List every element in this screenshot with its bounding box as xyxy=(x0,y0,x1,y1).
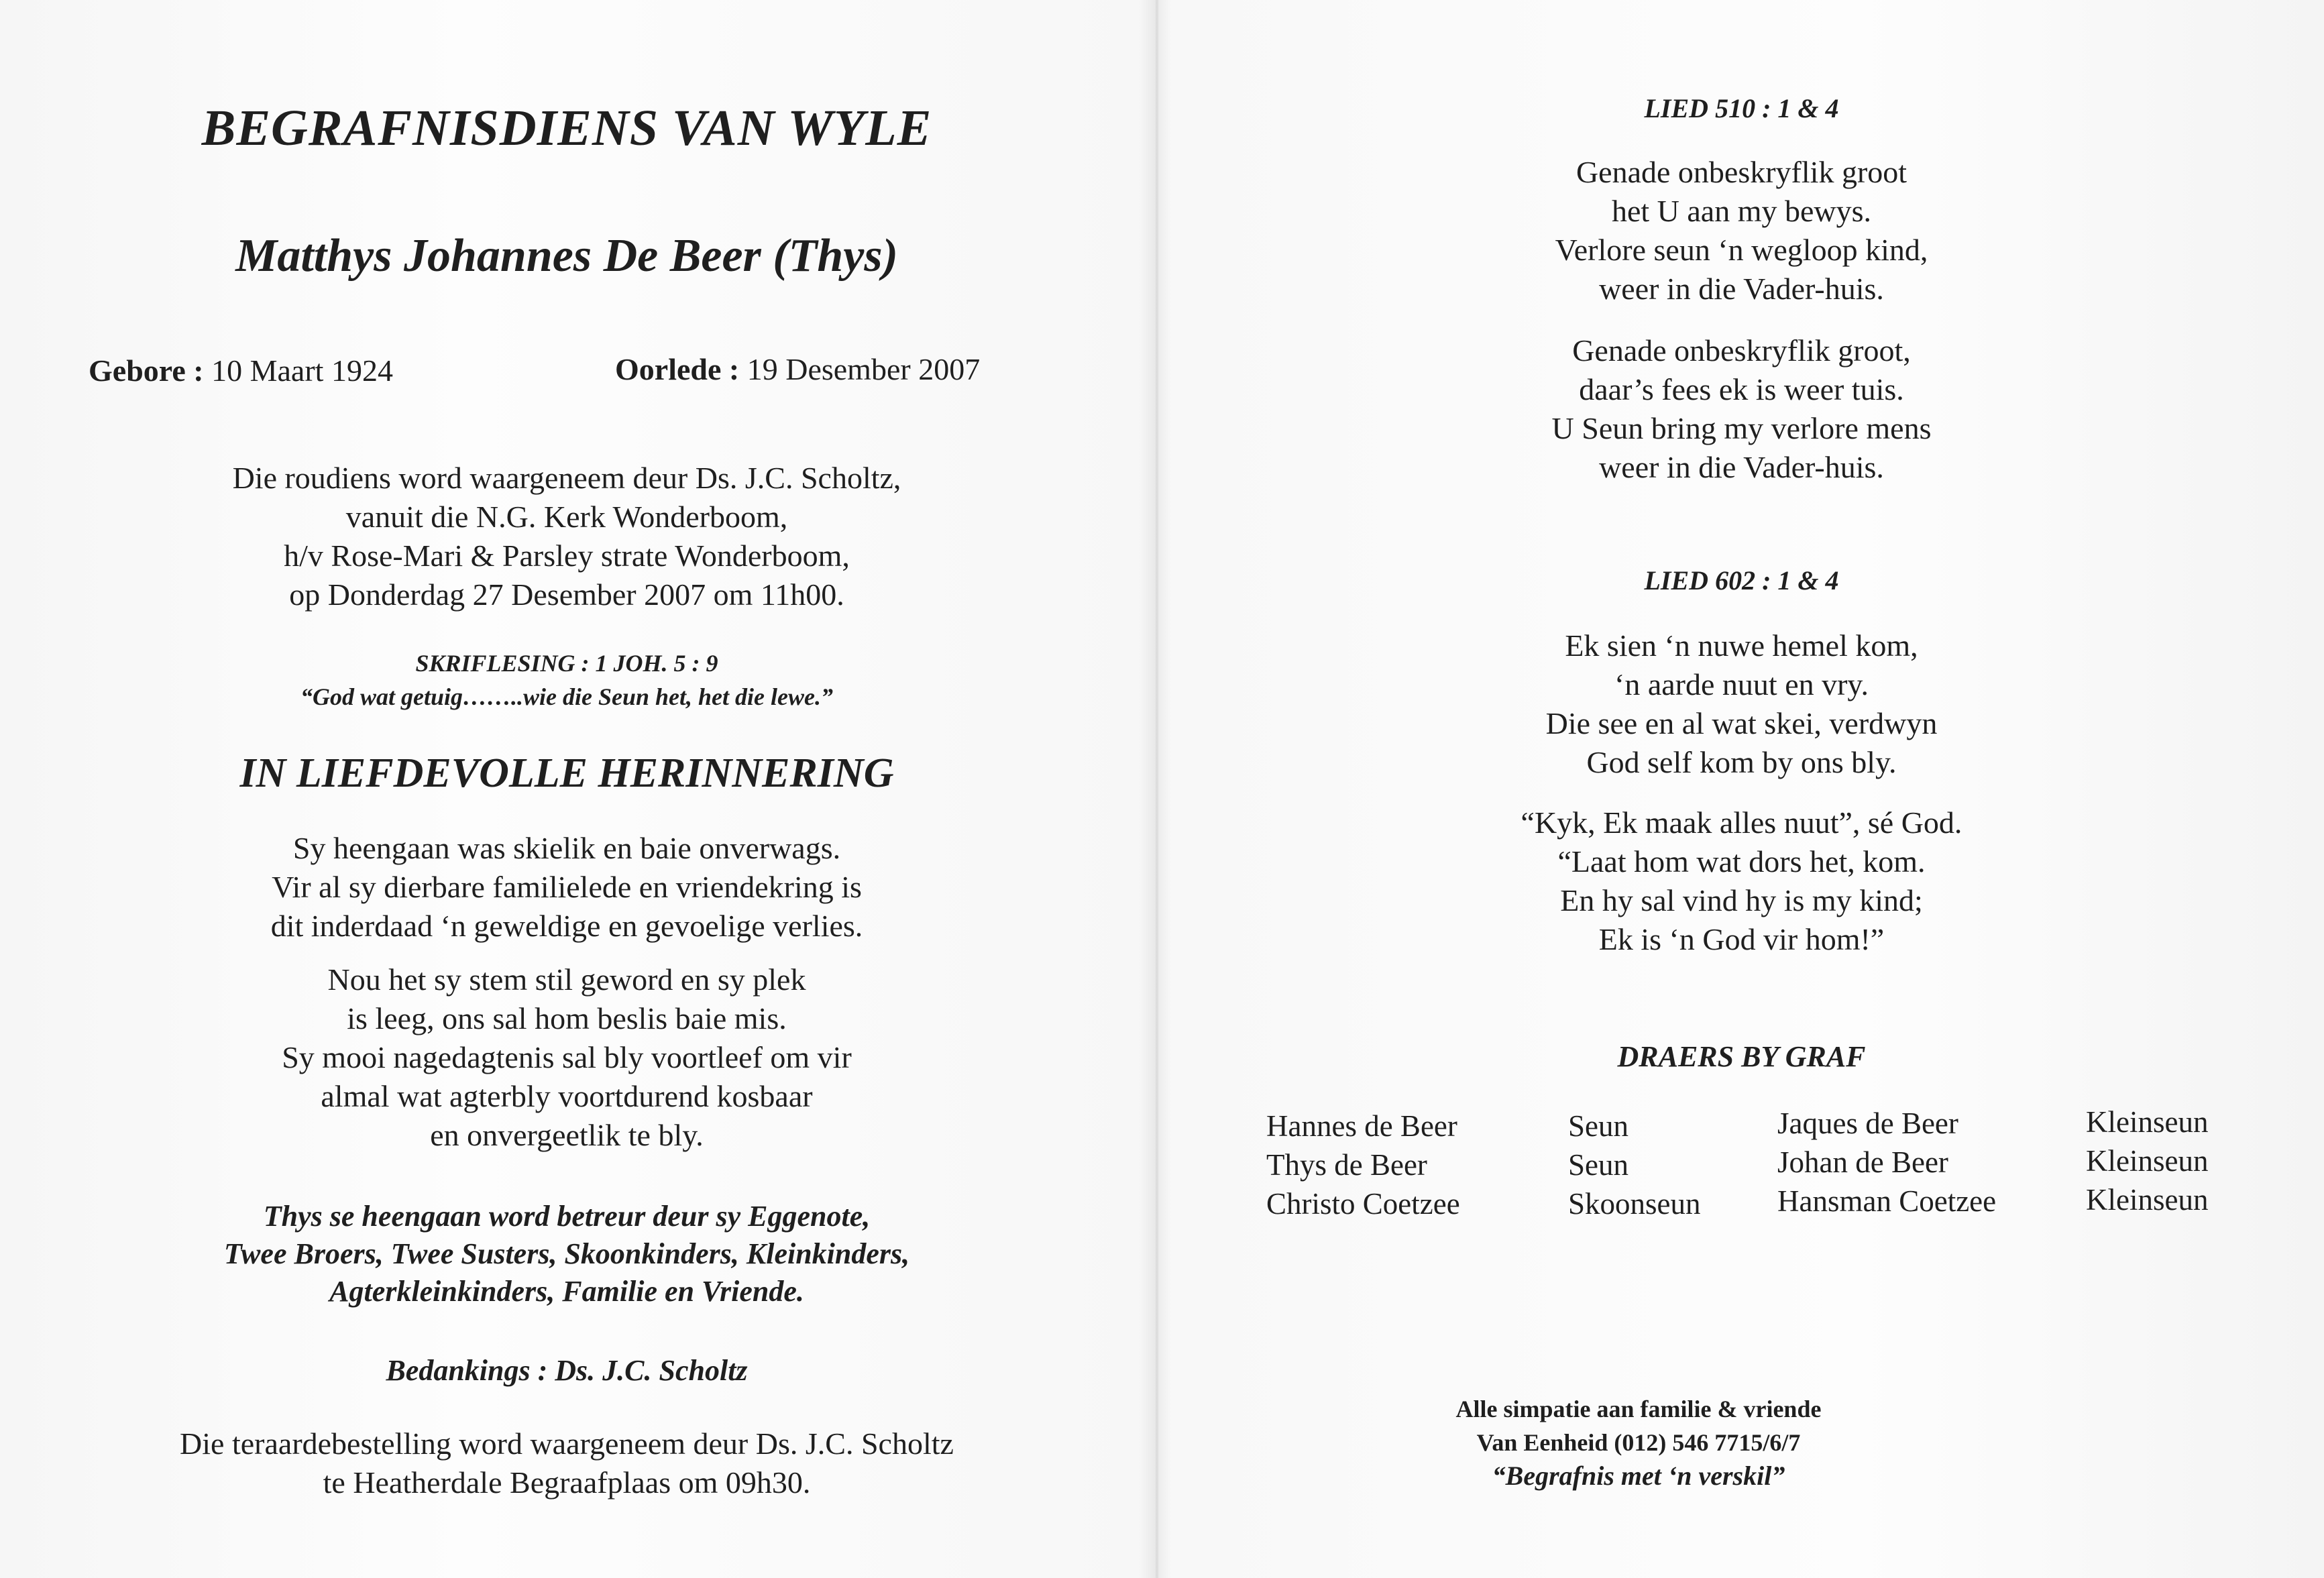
memory-line: Nou het sy stem stil geword en sy plek xyxy=(327,962,806,997)
memory-line: en onvergeetlik te bly. xyxy=(430,1118,704,1152)
pallbearer-relation: Skoonseun xyxy=(1568,1187,1701,1221)
verse-line: het U aan my bewys. xyxy=(1611,194,1872,228)
hymn-510-verse-1 xyxy=(1159,153,2324,308)
hymn-510-title: LIED 510 : 1 & 4 xyxy=(1644,93,1839,123)
van-word: Van xyxy=(1476,1429,1518,1456)
verse-line: “Kyk, Ek maak alles nuut”, sé God. xyxy=(1520,805,1962,840)
verse-line: U Seun bring my verlore mens xyxy=(1551,411,1932,445)
sympathy-line: Alle simpatie aan familie & vriende xyxy=(1455,1396,1822,1422)
thanks-line: Bedankings : Ds. J.C. Scholtz xyxy=(386,1354,748,1387)
death-label: Oorlede : xyxy=(615,352,740,386)
hymn-602-verse-1 xyxy=(1159,626,2324,782)
verse-line: God self kom by ons bly. xyxy=(1586,745,1897,779)
funeral-home-phone: (012) 546 7715/6/7 xyxy=(1614,1429,1801,1456)
pallbearer-name: Christo Coetzee xyxy=(1266,1187,1460,1221)
service-details xyxy=(0,459,1133,614)
left-page xyxy=(0,0,1155,1578)
memory-heading: IN LIEFDEVOLLE HERINNERING xyxy=(239,750,894,796)
pallbearer-relation: Kleinseun xyxy=(2086,1183,2209,1217)
memory-line: is leeg, ons sal hom beslis baie mis. xyxy=(347,1001,787,1035)
pallbearer-relation: Seun xyxy=(1568,1148,1628,1182)
scripture-reading xyxy=(0,646,1133,714)
verse-line: weer in die Vader-huis. xyxy=(1599,272,1884,306)
verse-line: ‘n aarde nuut en vry. xyxy=(1614,667,1869,701)
mourners-line: Agterkleinkinders, Familie en Vriende. xyxy=(329,1275,804,1308)
scripture-quote: “God wat getuig……..wie die Seun het, het die lewe.” xyxy=(300,683,833,710)
hymn-602-verse-2 xyxy=(1159,803,2324,959)
service-line: op Donderdag 27 Desember 2007 om 11h00. xyxy=(289,577,844,612)
pallbearers-title: DRAERS BY GRAF xyxy=(1617,1040,1866,1073)
birth-date xyxy=(89,353,393,388)
pallbearer-relations-2 xyxy=(2086,1103,2208,1219)
service-line: vanuit die N.G. Kerk Wonderboom, xyxy=(345,500,788,534)
mourners-line: Twee Broers, Twee Susters, Skoonkinders, Kleinkinders, xyxy=(223,1237,910,1270)
mourners-line: Thys se heengaan word betreur deur sy Eggenote, xyxy=(263,1200,871,1233)
service-line: h/v Rose-Mari & Parsley strate Wonderboom, xyxy=(284,539,850,573)
verse-line: “Laat hom wat dors het, kom. xyxy=(1557,844,1926,879)
memory-line: dit inderdaad ‘n geweldige en gevoelige verlies. xyxy=(270,909,863,943)
memory-line: almal wat agterbly voortdurend kosbaar xyxy=(321,1079,813,1113)
burial-line: Die teraardebestelling word waargeneem deur Ds. J.C. Scholtz xyxy=(180,1426,954,1461)
service-line: Die roudiens word waargeneem deur Ds. J.C. Scholtz, xyxy=(232,461,901,495)
death-value: 19 Desember 2007 xyxy=(746,352,981,386)
mourners-notice xyxy=(0,1198,1133,1310)
deceased-name: Matthys Johannes De Beer (Thys) xyxy=(235,230,898,282)
verse-line: Genade onbeskryflik groot xyxy=(1575,155,1907,189)
memory-line: Sy mooi nagedagtenis sal bly voortleef om vir xyxy=(282,1040,852,1074)
burial-details xyxy=(0,1424,1133,1502)
pallbearer-names-1 xyxy=(1266,1107,1460,1223)
funeral-home-name: Eenheid xyxy=(1523,1429,1608,1456)
funeral-home-contact xyxy=(1159,1426,2118,1459)
verse-line: weer in die Vader-huis. xyxy=(1599,450,1884,484)
service-title: BEGRAFNISDIENS VAN WYLE xyxy=(201,100,932,156)
funeral-home-slogan: “Begrafnis met ‘n verskil” xyxy=(1492,1461,1785,1491)
pallbearer-name: Hansman Coetzee xyxy=(1777,1184,1997,1218)
verse-line: Die see en al wat skei, verdwyn xyxy=(1545,706,1938,740)
pallbearer-relation: Kleinseun xyxy=(2086,1144,2209,1178)
pallbearer-name: Jaques de Beer xyxy=(1777,1107,1958,1140)
verse-line: Ek sien ‘n nuwe hemel kom, xyxy=(1565,628,1918,663)
birth-label: Gebore : xyxy=(89,353,204,388)
pallbearer-name: Thys de Beer xyxy=(1266,1148,1427,1182)
verse-line: Genade onbeskryflik groot, xyxy=(1572,333,1911,368)
verse-line: daar’s fees ek is weer tuis. xyxy=(1579,372,1904,406)
pallbearer-name: Johan de Beer xyxy=(1777,1145,1948,1179)
verse-line: Verlore seun ‘n wegloop kind, xyxy=(1555,233,1928,267)
pallbearer-names-2 xyxy=(1777,1104,1996,1221)
pallbearer-relation: Seun xyxy=(1568,1109,1628,1143)
pallbearer-relation: Kleinseun xyxy=(2086,1105,2209,1139)
scripture-label: SKRIFLESING : 1 JOH. 5 : 9 xyxy=(415,650,718,677)
pallbearer-name: Hannes de Beer xyxy=(1266,1109,1457,1143)
memory-paragraph-2 xyxy=(0,960,1133,1155)
funeral-home-footer xyxy=(1159,1392,2118,1493)
verse-line: Ek is ‘n God vir hom!” xyxy=(1598,922,1885,956)
birth-value: 10 Maart 1924 xyxy=(211,353,393,388)
burial-line: te Heatherdale Begraafplaas om 09h30. xyxy=(323,1465,811,1500)
pallbearer-relations-1 xyxy=(1568,1107,1701,1223)
death-date xyxy=(615,351,980,387)
right-page xyxy=(1159,0,2324,1578)
verse-line: En hy sal vind hy is my kind; xyxy=(1560,883,1923,917)
memory-paragraph-1 xyxy=(0,829,1133,946)
hymn-602-title: LIED 602 : 1 & 4 xyxy=(1644,565,1839,596)
memory-line: Sy heengaan was skielik en baie onverwags. xyxy=(292,831,841,865)
hymn-510-verse-2 xyxy=(1159,331,2324,487)
memory-line: Vir al sy dierbare familielede en vriendekring is xyxy=(272,870,862,904)
